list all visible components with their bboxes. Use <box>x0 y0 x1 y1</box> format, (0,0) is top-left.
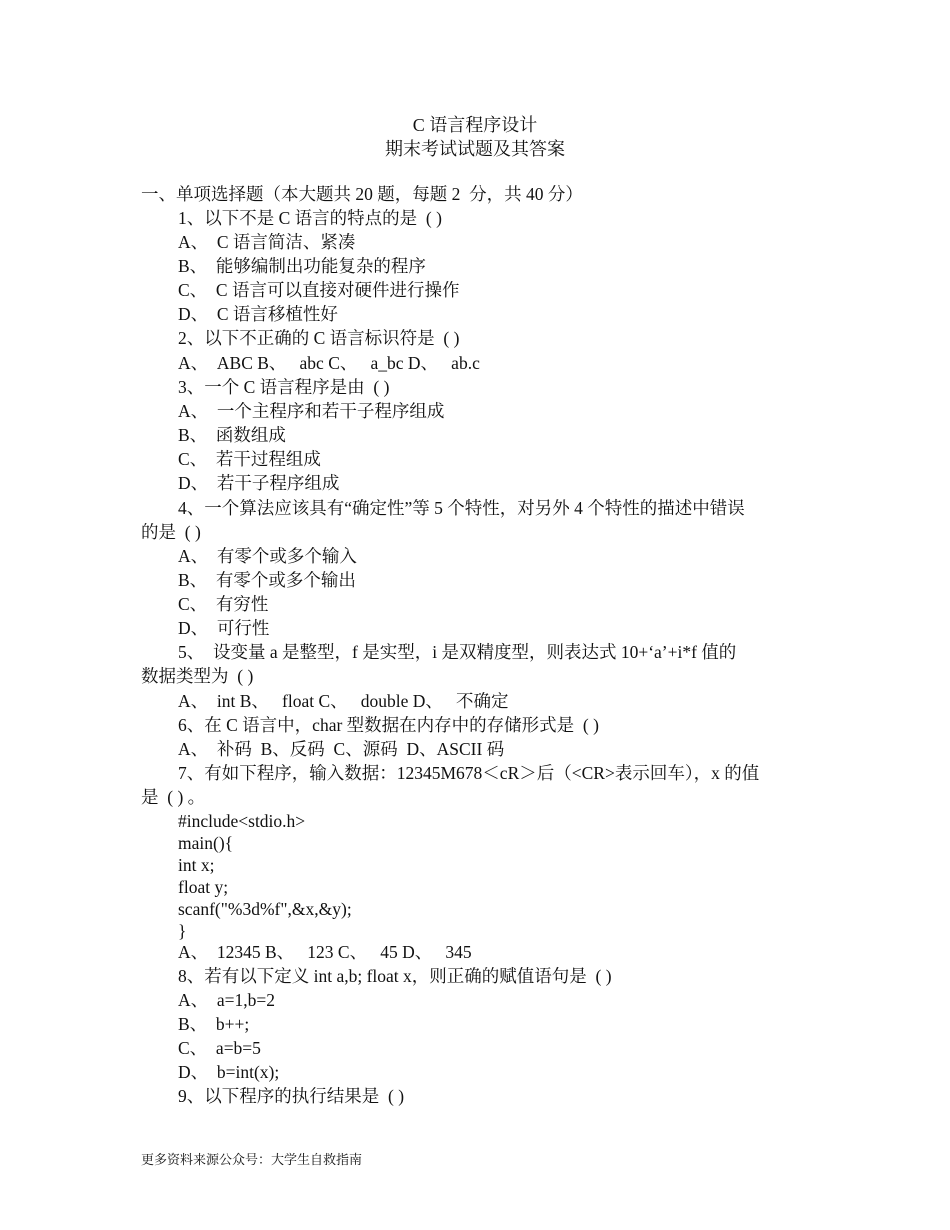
option-line: A、 补码 B、反码 C、源码 D、ASCII 码 <box>178 739 505 759</box>
option-line: A、 有零个或多个输入 <box>178 546 357 566</box>
question-4: 4、一个算法应该具有“确定性”等 5 个特性，对另外 4 个特性的描述中错误 <box>178 498 745 518</box>
option-line: B、 b++; <box>178 1014 250 1034</box>
question-7-cont: 是 ( ) 。 <box>141 787 206 807</box>
question-8: 8、若有以下定义 int a,b; float x，则正确的赋值语句是 ( ) <box>178 966 612 986</box>
question-6: 6、在 C 语言中，char 型数据在内存中的存储形式是 ( ) <box>178 715 599 735</box>
option-line: B、 能够编制出功能复杂的程序 <box>178 256 426 276</box>
option-line: A、 C 语言简洁、紧凑 <box>178 232 356 252</box>
question-5-cont: 数据类型为 ( ) <box>141 666 254 686</box>
document-title: C 语言程序设计 <box>412 115 538 135</box>
section-heading: 一、单项选择题（本大题共 20 题，每题 2 分，共 40 分） <box>141 184 583 204</box>
option-line: A、 int B、 float C、 double D、 不确定 <box>178 691 509 711</box>
page-footer: 更多资料来源公众号：大学生自救指南 <box>141 1153 363 1168</box>
option-line: C、 a=b=5 <box>178 1038 261 1058</box>
option-line: A、 ABC B、 abc C、 a_bc D、 ab.c <box>178 353 480 373</box>
code-line: } <box>178 921 187 941</box>
option-line: C、 若干过程组成 <box>178 449 321 469</box>
question-5: 5、 设变量 a 是整型，f 是实型，i 是双精度型，则表达式 10+‘a’+i*f 值的 <box>178 642 737 662</box>
code-line: #include<stdio.h> <box>178 811 306 831</box>
option-line: A、 a=1,b=2 <box>178 990 276 1010</box>
question-7: 7、有如下程序，输入数据：12345M678＜cR＞后（<CR>表示回车），x 的值 <box>178 763 760 783</box>
question-4-cont: 的是 ( ) <box>141 522 201 542</box>
code-line: float y; <box>178 877 229 897</box>
question-3: 3、一个 C 语言程序是由 ( ) <box>178 377 390 397</box>
option-line: D、 可行性 <box>178 618 270 638</box>
option-line: D、 b=int(x); <box>178 1062 280 1082</box>
option-line: A、 12345 B、 123 C、 45 D、 345 <box>178 942 472 962</box>
code-line: main(){ <box>178 833 234 853</box>
option-line: C、 C 语言可以直接对硬件进行操作 <box>178 280 460 300</box>
option-line: A、 一个主程序和若干子程序组成 <box>178 401 445 421</box>
code-line: scanf("%3d%f",&x,&y); <box>178 899 352 919</box>
code-line: int x; <box>178 855 215 875</box>
document-subtitle: 期末考试试题及其答案 <box>385 139 565 159</box>
question-2: 2、以下不正确的 C 语言标识符是 ( ) <box>178 328 460 348</box>
option-line: C、 有穷性 <box>178 594 269 614</box>
option-line: D、 C 语言移植性好 <box>178 304 338 324</box>
option-line: B、 函数组成 <box>178 425 286 445</box>
option-line: B、 有零个或多个输出 <box>178 570 356 590</box>
question-1: 1、以下不是 C 语言的特点的是 ( ) <box>178 208 442 228</box>
question-9: 9、以下程序的执行结果是 ( ) <box>178 1086 405 1106</box>
option-line: D、 若干子程序组成 <box>178 473 340 493</box>
